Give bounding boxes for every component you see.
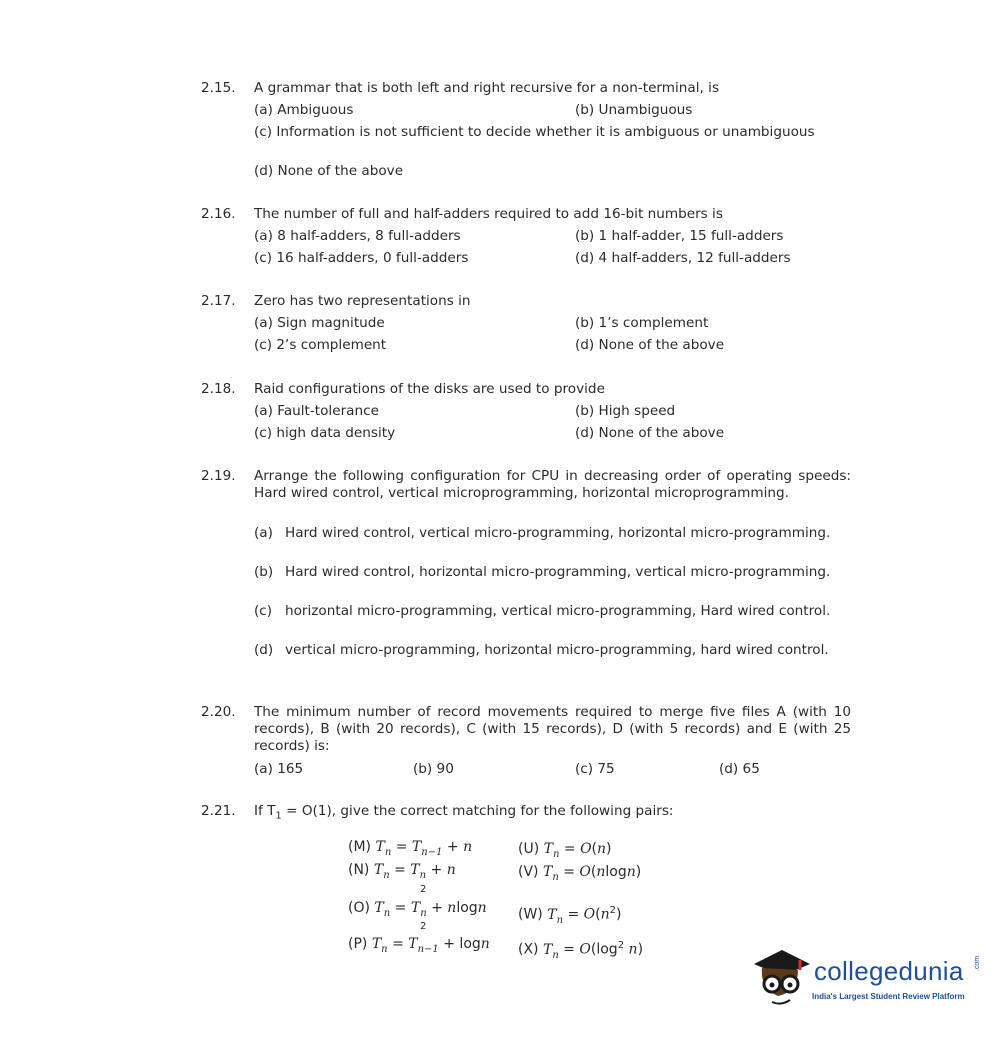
- question-number: 2.18.: [201, 381, 236, 397]
- option-d: (d) vertical micro-programming, horizontal micro-programming, hard wired control.: [254, 642, 829, 658]
- question-text: The minimum number of record movements required to merge five files A (with 10 records), B (with 20 records), C (with 15 records), D (with 5 records) and E (with 25 records) is:: [254, 704, 851, 754]
- question-2-21: [201, 803, 851, 825]
- question-2-15: [201, 80, 851, 179]
- option-a: (a) Sign magnitude: [254, 315, 385, 331]
- option-d: (d) 65: [719, 761, 760, 777]
- denominator: 2: [420, 921, 427, 932]
- option-a: (a) 165: [254, 761, 304, 777]
- option-b: (b) Hard wired control, horizontal micro-programming, vertical micro-programming.: [254, 564, 831, 580]
- question-2-17: [201, 293, 851, 353]
- logo-wordmark: collegedunia: [814, 956, 964, 986]
- question-2-19: [201, 468, 851, 658]
- option-b: (b) Unambiguous: [575, 102, 693, 118]
- option-d: (d) None of the above: [254, 163, 404, 179]
- question-number: 2.17.: [201, 293, 236, 309]
- option-d: (d) None of the above: [575, 337, 725, 353]
- option-b: (b) High speed: [575, 403, 676, 419]
- complexity-w: (W) $T_n = O(n^2)$: [518, 905, 622, 926]
- mascot-icon: [748, 940, 812, 1014]
- option-d: (d) 4 half-adders, 12 full-adders: [575, 250, 791, 266]
- option-c: (c) horizontal micro-programming, vertical micro-programming, Hard wired control.: [254, 603, 831, 619]
- option-b: (b) 1 half-adder, 15 full-adders: [575, 228, 784, 244]
- collegedunia-logo: [748, 940, 988, 1020]
- question-number: 2.19.: [201, 468, 236, 484]
- complexity-x: (X) $T_n = O(\log^2$ n): [518, 940, 644, 961]
- complexity-v: (V) $T_n = O(nlogn)$: [518, 864, 642, 883]
- option-c: (c) 2’s complement: [254, 337, 387, 353]
- recurrence-p: (P) $T_n = T_{n-1} + \log n$: [348, 936, 490, 955]
- recurrence-n: (N) $T_n = T_n + n$: [348, 862, 456, 881]
- question-text: If $T_1 = O(1)$, give the correct matching for the following pairs:: [254, 803, 674, 822]
- denominator: 2: [420, 884, 427, 895]
- question-2-20: [201, 704, 851, 777]
- option-a: (a) Hard wired control, vertical micro-programming, horizontal micro-programming.: [254, 525, 831, 541]
- question-2-16: [201, 206, 851, 266]
- question-text: Raid configurations of the disks are used to provide: [254, 381, 605, 397]
- question-2-18: [201, 381, 851, 441]
- question-text: Arrange the following configuration for CPU in decreasing order of operating speeds: Hard wired control, vertical microprogramming, horizontal microprogramming.: [254, 468, 851, 501]
- logo-tagline: India's Largest Student Review Platform: [812, 992, 965, 1001]
- complexity-u: (U) $T_n = O(n)$: [518, 841, 612, 860]
- option-c: (c) 75: [575, 761, 615, 777]
- question-text: A grammar that is both left and right recursive for a non-terminal, is: [254, 80, 720, 96]
- option-c: (c) high data density: [254, 425, 396, 441]
- option-a: (a) Fault-tolerance: [254, 403, 379, 419]
- recurrence-m: (M) $T_n = T_{n-1} + n$: [348, 839, 473, 858]
- option-c: (c) Information is not sufficient to decide whether it is ambiguous or unambiguous: [254, 124, 815, 140]
- question-text: The number of full and half-adders required to add 16-bit numbers is: [254, 206, 723, 222]
- option-a: (a) 8 half-adders, 8 full-adders: [254, 228, 461, 244]
- question-number: 2.16.: [201, 206, 236, 222]
- option-b: (b) 90: [413, 761, 454, 777]
- question-number: 2.20.: [201, 704, 236, 720]
- question-number: 2.21.: [201, 803, 236, 819]
- option-c: (c) 16 half-adders, 0 full-adders: [254, 250, 469, 266]
- recurrence-o: (O) $T_n = T_n + nlogn$: [348, 900, 487, 919]
- option-d: (d) None of the above: [575, 425, 725, 441]
- logo-suffix: .com: [974, 955, 982, 972]
- question-number: 2.15.: [201, 80, 236, 96]
- option-a: (a) Ambiguous: [254, 102, 354, 118]
- question-text: Zero has two representations in: [254, 293, 471, 309]
- option-b: (b) 1’s complement: [575, 315, 709, 331]
